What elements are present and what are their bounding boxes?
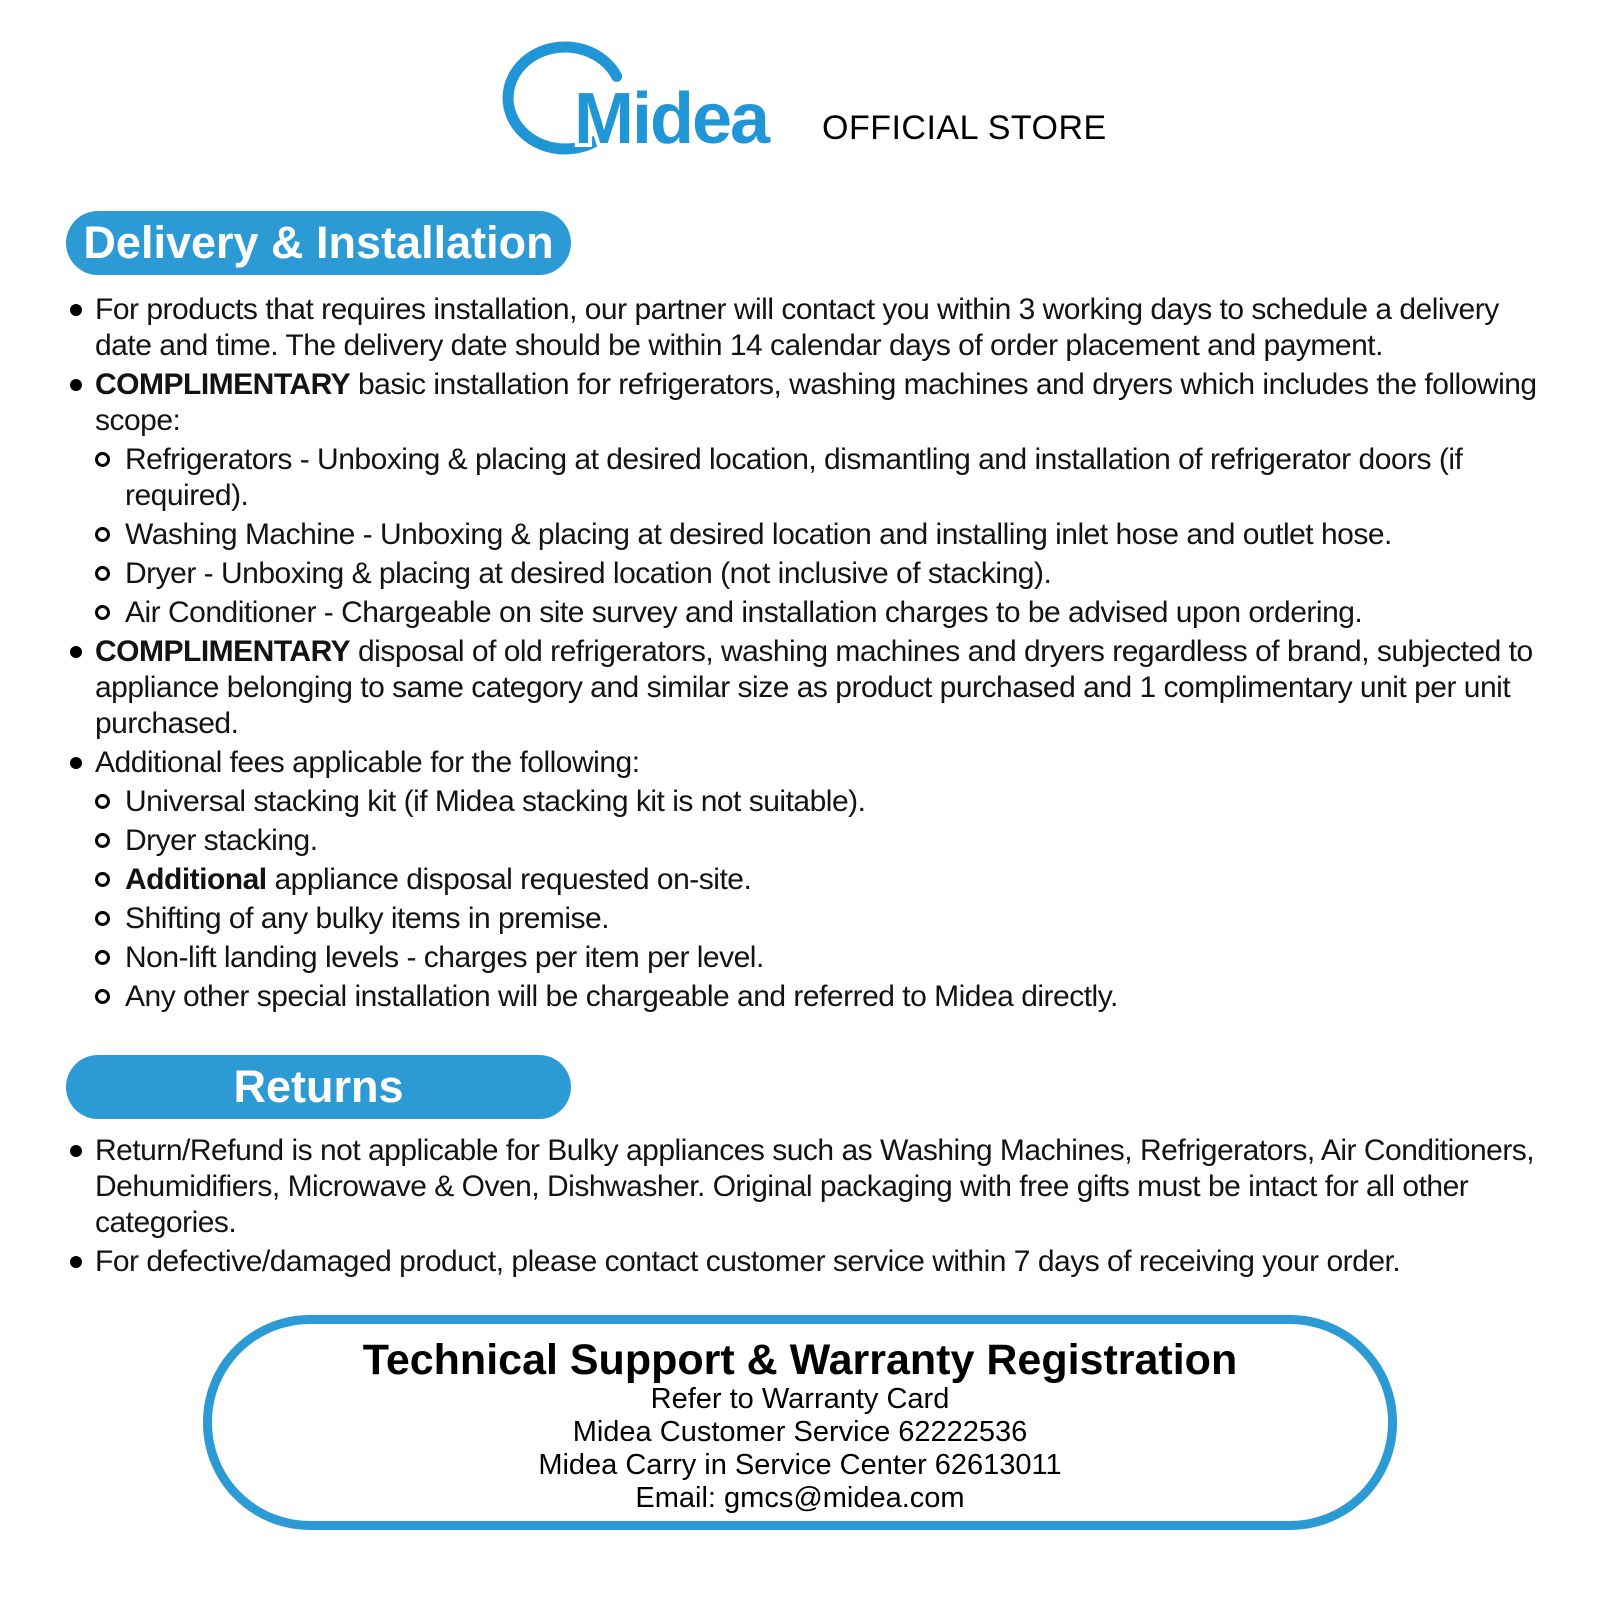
list-item-text: For products that requires installation, our partner will contact you within 3 working days to schedule a delivery date and time. The delivery date should be within 14 calendar days of order placement and payment.: [95, 293, 1499, 362]
technical-support-box: [203, 1315, 1397, 1530]
bullet-dot-icon: [70, 1256, 82, 1268]
bullet-circle-icon: [95, 527, 110, 542]
bullet-dot-icon: [70, 304, 82, 316]
returns-list: [66, 1133, 1548, 1283]
support-box-title: Technical Support & Warranty Registration: [362, 1336, 1238, 1384]
bullet-circle-icon: [95, 452, 110, 467]
list-item: [66, 745, 1548, 781]
list-item-text: Air Conditioner - Chargeable on site survey and installation charges to be advised upon ordering.: [125, 596, 1363, 629]
support-line-warranty-card: Refer to Warranty Card: [650, 1383, 950, 1415]
list-item-text: Shifting of any bulky items in premise.: [125, 902, 610, 935]
bullet-dot-icon: [70, 1145, 82, 1157]
list-item-text: COMPLIMENTARY basic installation for refrigerators, washing machines and dryers which includes the following scope:: [95, 368, 1537, 437]
midea-logo-text: Midea: [574, 79, 769, 159]
list-item-text: Universal stacking kit (if Midea stacking kit is not suitable).: [125, 785, 866, 818]
list-item: [66, 442, 1548, 514]
support-line-customer-service: Midea Customer Service 62222536: [572, 1416, 1028, 1448]
list-item: [66, 784, 1548, 820]
list-item: [66, 901, 1548, 937]
midea-logo-icon: [490, 33, 810, 175]
list-item: [66, 517, 1548, 553]
list-item-text: Non-lift landing levels - charges per item per level.: [125, 941, 764, 974]
list-item-text: Additional fees applicable for the following:: [95, 746, 640, 779]
bullet-dot-icon: [70, 379, 82, 391]
list-item-text: Dryer - Unboxing & placing at desired location (not inclusive of stacking).: [125, 557, 1052, 590]
list-item: [66, 1244, 1548, 1280]
list-item: [66, 940, 1548, 976]
bullet-circle-icon: [95, 794, 110, 809]
section-header-returns: Returns: [66, 1055, 571, 1119]
list-item: [66, 862, 1548, 898]
official-store-label: OFFICIAL STORE: [822, 109, 1107, 147]
bullet-circle-icon: [95, 605, 110, 620]
list-item-text: COMPLIMENTARY disposal of old refrigerators, washing machines and dryers regardless of brand, subjected to appliance belonging to same category and similar size as product purchased and 1 complimentary unit per unit purchased.: [95, 635, 1533, 740]
list-item: [66, 1133, 1548, 1241]
list-item-text: Washing Machine - Unboxing & placing at desired location and installing inlet hose and outlet hose.: [125, 518, 1392, 551]
bullet-dot-icon: [70, 757, 82, 769]
list-item: [66, 979, 1548, 1015]
list-item-text: Dryer stacking.: [125, 824, 318, 857]
list-item: [66, 823, 1548, 859]
list-item-text: Return/Refund is not applicable for Bulky appliances such as Washing Machines, Refrigerators, Air Conditioners, Dehumidifiers, Microwave & Oven, Dishwasher. Original packaging with free gifts must be intact for all other categories.: [95, 1134, 1535, 1239]
list-item-text: For defective/damaged product, please contact customer service within 7 days of receiving your order.: [95, 1245, 1401, 1278]
bullet-circle-icon: [95, 989, 110, 1004]
section-header-delivery-installation: Delivery & Installation: [66, 211, 571, 275]
list-item: [66, 595, 1548, 631]
list-item-text: Refrigerators - Unboxing & placing at desired location, dismantling and installation of refrigerator doors (if required).: [125, 443, 1463, 512]
delivery-installation-list: [66, 292, 1548, 1018]
list-item-text: Any other special installation will be chargeable and referred to Midea directly.: [125, 980, 1118, 1013]
bullet-circle-icon: [95, 950, 110, 965]
list-item: [66, 367, 1548, 439]
list-item: [66, 634, 1548, 742]
bullet-circle-icon: [95, 833, 110, 848]
bullet-dot-icon: [70, 646, 82, 658]
list-item-text: Additional appliance disposal requested on-site.: [125, 863, 752, 896]
bullet-circle-icon: [95, 566, 110, 581]
bullet-circle-icon: [95, 872, 110, 887]
support-line-carry-in-center: Midea Carry in Service Center 62613011: [538, 1449, 1062, 1481]
bullet-circle-icon: [95, 911, 110, 926]
list-item: [66, 556, 1548, 592]
support-line-email: Email: gmcs@midea.com: [635, 1482, 965, 1514]
list-item: [66, 292, 1548, 364]
